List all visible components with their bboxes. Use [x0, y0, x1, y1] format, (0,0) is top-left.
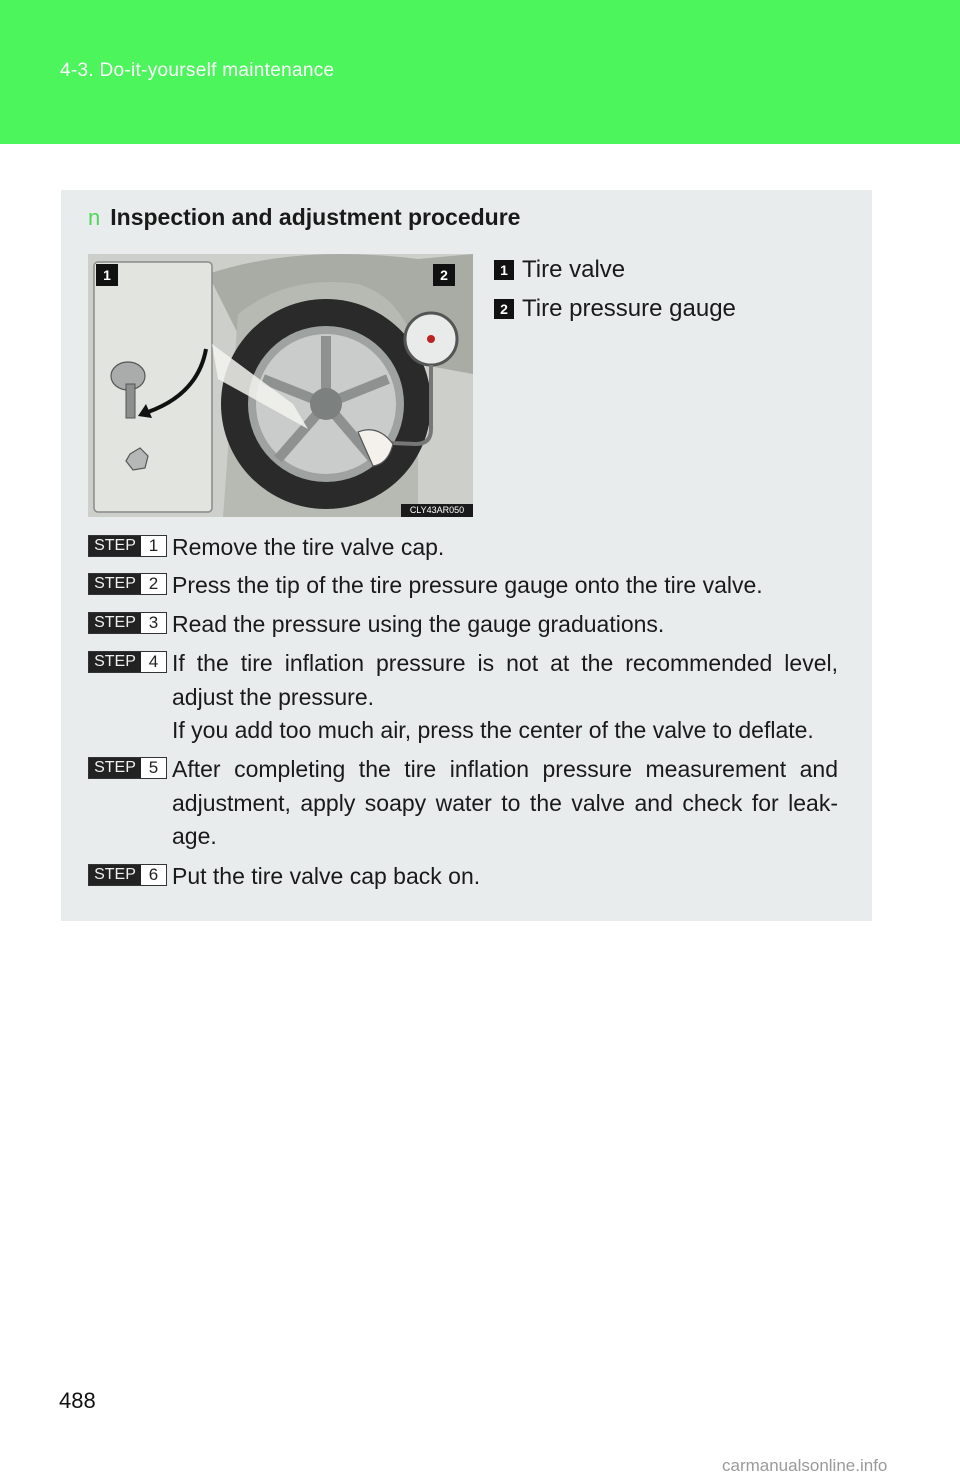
legend-label: Tire pressure gauge — [522, 294, 736, 322]
figure-code: CLY43AR050 — [401, 504, 473, 517]
step-text: Remove the tire valve cap. — [172, 534, 445, 560]
step-text: Read the pressure using the gauge graduations. — [172, 611, 665, 637]
step-label: STEP — [89, 652, 141, 672]
panel-title-text: Inspection and adjustment procedure — [110, 204, 521, 230]
section-title: 4-3. Do-it-yourself maintenance — [60, 60, 335, 81]
step-text: Put the tire valve cap back on. — [172, 863, 481, 889]
step-text: Press the tip of the tire pressure gauge onto the tire valve. — [172, 572, 763, 598]
step-4 — [88, 647, 848, 749]
step-label: STEP — [89, 536, 141, 556]
bullet-icon: n — [88, 205, 101, 230]
step-label: STEP — [89, 574, 141, 594]
legend-label: Tire valve — [522, 255, 626, 283]
step-3 — [88, 608, 848, 644]
step-number: 4 — [148, 652, 159, 671]
step-text-note: If you add too much air, press the center of the valve to deflate. — [172, 717, 814, 743]
watermark: carmanualsonline.info — [722, 1456, 888, 1475]
figure-legend — [494, 250, 736, 328]
legend-number-badge: 2 — [494, 299, 514, 319]
step-number: 2 — [148, 574, 159, 593]
step-2 — [88, 569, 848, 605]
step-badge — [88, 535, 167, 557]
tire-figure — [88, 254, 473, 517]
step-text: If the tire inflation pressure is not at the recommended level, adjust the pressure. — [172, 650, 838, 710]
legend-item — [494, 289, 736, 328]
tire-illustration — [88, 254, 473, 517]
section-header — [0, 0, 960, 144]
step-number: 3 — [148, 613, 159, 632]
step-label: STEP — [89, 758, 141, 778]
page-number: 488 — [59, 1388, 96, 1413]
step-number: 1 — [148, 536, 159, 555]
step-text: After completing the tire inflation pressure measurement and adjustment, apply soapy water to the valve and check for leak-age. — [172, 756, 838, 849]
step-label: STEP — [89, 613, 141, 633]
step-number: 5 — [148, 758, 159, 777]
step-badge — [88, 757, 167, 779]
panel-title — [88, 204, 520, 231]
legend-number-badge: 1 — [494, 260, 514, 280]
step-badge — [88, 864, 167, 886]
step-1 — [88, 531, 848, 567]
step-6 — [88, 860, 848, 896]
step-label: STEP — [89, 865, 141, 885]
callout-1-badge: 1 — [96, 264, 118, 286]
step-badge — [88, 651, 167, 673]
step-badge — [88, 573, 167, 595]
callout-2-badge: 2 — [433, 264, 455, 286]
step-number: 6 — [148, 865, 159, 884]
legend-item — [494, 250, 736, 289]
step-5 — [88, 753, 848, 855]
step-badge — [88, 612, 167, 634]
